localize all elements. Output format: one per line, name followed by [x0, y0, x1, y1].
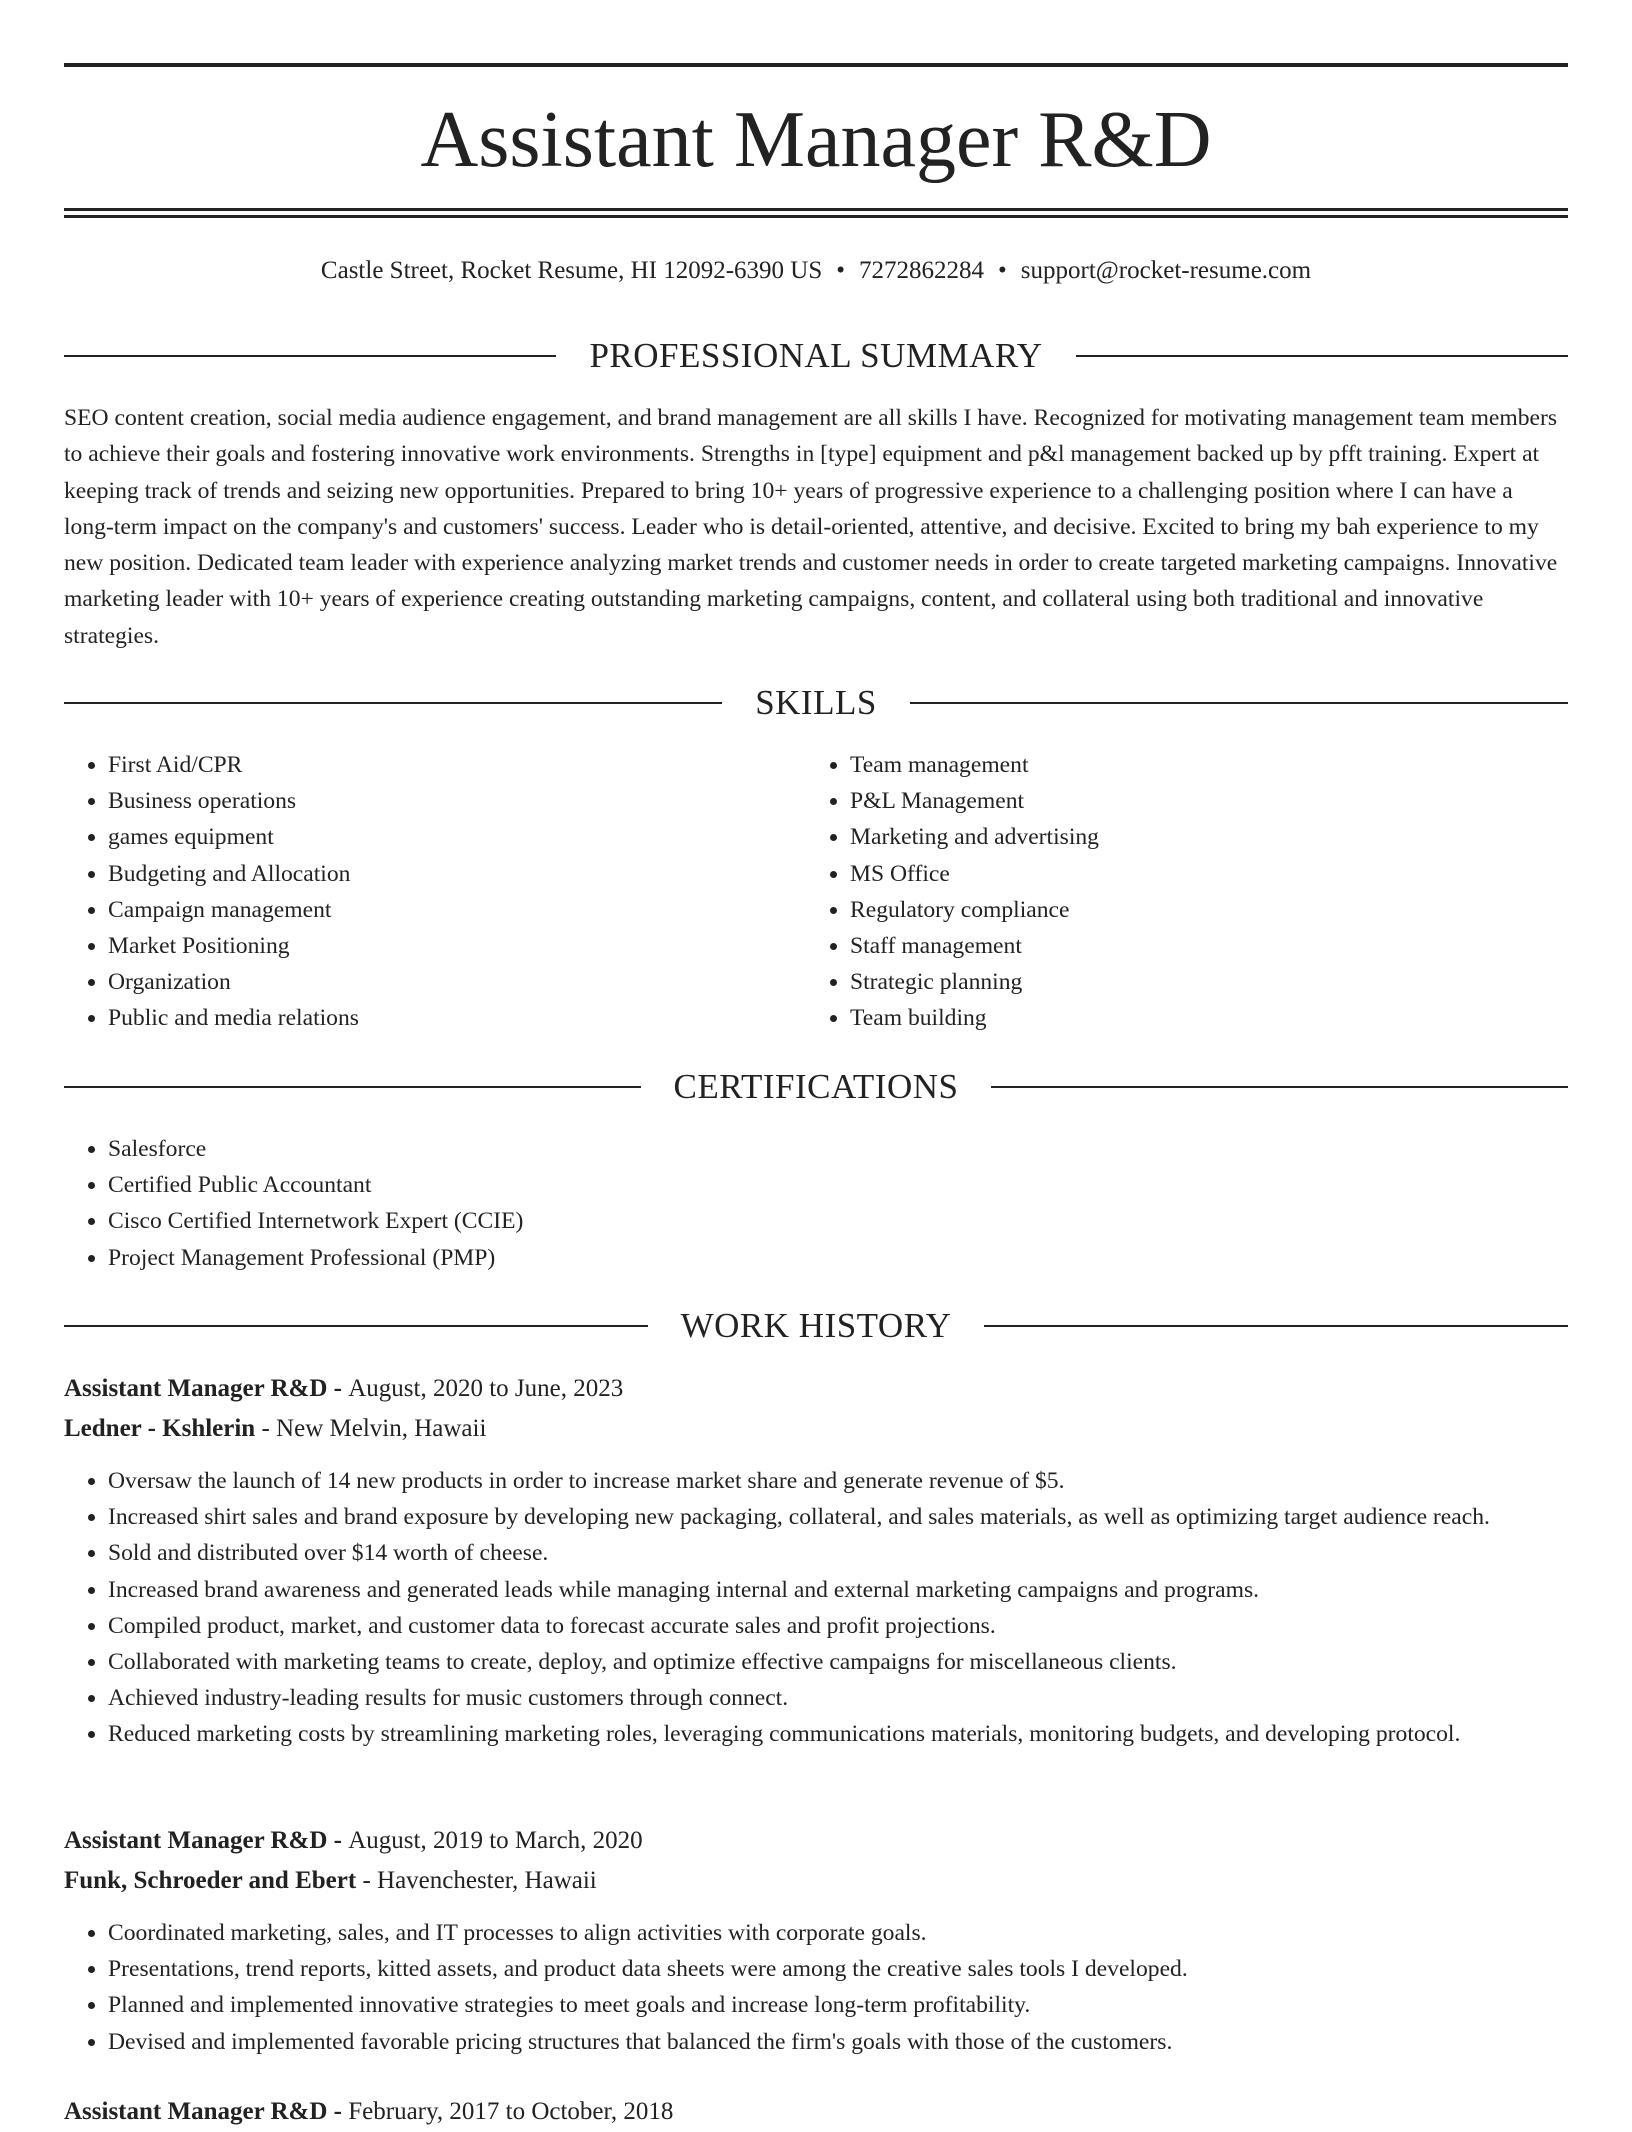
- skill-item: • Market Positioning: [108, 928, 764, 964]
- skill-item: • games equipment: [108, 819, 764, 855]
- certification-item: • Salesforce: [108, 1131, 1568, 1167]
- job-separator: -: [356, 1867, 378, 1894]
- job-duty: • Achieved industry-leading results for music customers through connect.: [108, 1680, 1568, 1716]
- job-duty: • Compiled product, market, and customer data to forecast accurate sales and profit projections.: [108, 1608, 1568, 1644]
- skill-item: • First Aid/CPR: [108, 747, 764, 783]
- job-location: New Melvin, Hawaii: [276, 1415, 487, 1442]
- skill-item: • Public and media relations: [108, 1000, 764, 1036]
- contact-separator: •: [836, 257, 846, 284]
- certification-item: • Cisco Certified Internetwork Expert (CCIE): [108, 1203, 1568, 1239]
- skill-item: • Marketing and advertising: [850, 819, 1506, 855]
- heading-rule: [910, 702, 1568, 704]
- skill-item: • Campaign management: [108, 892, 764, 928]
- skills-right-column: [806, 747, 1506, 1037]
- heading-rule: [991, 1086, 1568, 1088]
- job-company-line: [64, 1861, 1568, 1901]
- job-title: Assistant Manager R&D: [64, 1827, 328, 1854]
- contact-separator: •: [998, 257, 1007, 284]
- contact-address: Castle Street, Rocket Resume, HI 12092-6390 US: [320, 257, 823, 284]
- certifications-block: [64, 1131, 1568, 1276]
- job-duty: • Planned and implemented innovative strategies to meet goals and increase long-term profitability.: [108, 1987, 1568, 2023]
- section-heading-skills: [64, 681, 1568, 725]
- job-duties-list: [64, 1463, 1568, 1753]
- job-duty: • Increased brand awareness and generated leads while managing internal and external marketing campaigns and programs.: [108, 1572, 1568, 1608]
- skill-item: • Budgeting and Allocation: [108, 856, 764, 892]
- job-title-line: [64, 2092, 1568, 2132]
- skill-item: • Staff management: [850, 928, 1506, 964]
- name-rule-lower: [64, 215, 1568, 218]
- section-heading-certifications: [64, 1065, 1568, 1109]
- certification-item: • Project Management Professional (PMP): [108, 1240, 1568, 1276]
- section-title: SKILLS: [755, 683, 877, 722]
- job-company: Funk, Schroeder and Ebert: [64, 1867, 357, 1894]
- skill-item: • Regulatory compliance: [850, 892, 1506, 928]
- job-company-line: [64, 1409, 1568, 1449]
- resume-name: Assistant Manager R&D: [420, 96, 1212, 184]
- skill-item: • P&L Management: [850, 783, 1506, 819]
- contact-email: support@rocket-resume.com: [1020, 257, 1312, 284]
- job-duty: • Collaborated with marketing teams to create, deploy, and optimize effective campaigns for miscellaneous clients.: [108, 1644, 1568, 1680]
- job-separator: -: [255, 1415, 277, 1442]
- skills-list-left: [64, 747, 764, 1037]
- heading-rule: [64, 1086, 641, 1088]
- contact-line: [64, 254, 1568, 288]
- section-heading-work-history: [64, 1304, 1568, 1348]
- job-separator: -: [327, 2098, 349, 2125]
- job-dates: February, 2017 to October, 2018: [348, 2098, 674, 2125]
- skill-item: • Organization: [108, 964, 764, 1000]
- contact-phone: 7272862284: [859, 257, 985, 284]
- job-duties: [64, 1463, 1568, 1753]
- top-rule: [64, 63, 1568, 67]
- job-title: Assistant Manager R&D: [64, 1375, 328, 1402]
- heading-rule: [64, 702, 722, 704]
- section-title: PROFESSIONAL SUMMARY: [589, 336, 1043, 375]
- job-location: Havenchester, Hawaii: [377, 1867, 597, 1894]
- job-title-line: [64, 1821, 1568, 1861]
- skills-list-right: [806, 747, 1506, 1037]
- job-duty: • Devised and implemented favorable pricing structures that balanced the firm's goals with those of the customers.: [108, 2024, 1568, 2060]
- job-dates: August, 2020 to June, 2023: [348, 1375, 624, 1402]
- skill-item: • Strategic planning: [850, 964, 1506, 1000]
- skill-item: • Team building: [850, 1000, 1506, 1036]
- job-duties-list: [64, 1915, 1568, 2060]
- job-title-line: [64, 1369, 1568, 1409]
- skill-item: • Business operations: [108, 783, 764, 819]
- job-dates: August, 2019 to March, 2020: [348, 1827, 643, 1854]
- name-rule-upper: [64, 208, 1568, 211]
- summary-text: SEO content creation, social media audience engagement, and brand management are all skills I have. Recognized for motivating management team members to achieve their goals and fostering innovative work environments. Strengths in [type] equipment and p&l management backed up by pfft training. Expert at keeping track of trends and seizing new opportunities. Prepared to bring 10+ years of progressive experience to a challenging position where I can have a long-term impact on the company's and customers' success. Leader who is detail-oriented, attentive, and decisive. Excited to bring my bah experience to my new position. Dedicated team leader with experience analyzing market trends and customer needs in order to create targeted marketing campaigns. Innovative marketing leader with 10+ years of experience creating outstanding marketing campaigns, content, and collateral using both traditional and innovative strategies.: [64, 405, 1558, 649]
- heading-rule: [1076, 355, 1568, 357]
- skills-left-column: [64, 747, 764, 1037]
- job-company: Ledner - Kshlerin: [64, 1415, 256, 1442]
- job-duty: • Reduced marketing costs by streamlining marketing roles, leveraging communications materials, monitoring budgets, and developing protocol.: [108, 1716, 1568, 1752]
- heading-rule: [984, 1325, 1568, 1327]
- section-title: CERTIFICATIONS: [673, 1067, 959, 1106]
- heading-rule: [64, 1325, 648, 1327]
- section-title: WORK HISTORY: [680, 1306, 952, 1345]
- certification-item: • Certified Public Accountant: [108, 1167, 1568, 1203]
- section-heading-summary: [64, 334, 1568, 378]
- job-duty: • Increased shirt sales and brand exposure by developing new packaging, collateral, and sales materials, as well as optimizing target audience reach.: [108, 1499, 1568, 1535]
- job-duty: • Coordinated marketing, sales, and IT processes to align activities with corporate goals.: [108, 1915, 1568, 1951]
- skill-item: • MS Office: [850, 856, 1506, 892]
- job-title: Assistant Manager R&D: [64, 2098, 328, 2125]
- job-duty: • Presentations, trend reports, kitted assets, and product data sheets were among the creative sales tools I developed.: [108, 1951, 1568, 1987]
- job-separator: -: [327, 1375, 349, 1402]
- job-duty: • Oversaw the launch of 14 new products in order to increase market share and generate revenue of $5.: [108, 1463, 1568, 1499]
- heading-rule: [64, 355, 556, 357]
- job-duty: • Sold and distributed over $14 worth of cheese.: [108, 1535, 1568, 1571]
- certifications-list: [64, 1131, 1568, 1276]
- job-separator: -: [327, 1827, 349, 1854]
- job-duties: [64, 1915, 1568, 2060]
- skill-item: • Team management: [850, 747, 1506, 783]
